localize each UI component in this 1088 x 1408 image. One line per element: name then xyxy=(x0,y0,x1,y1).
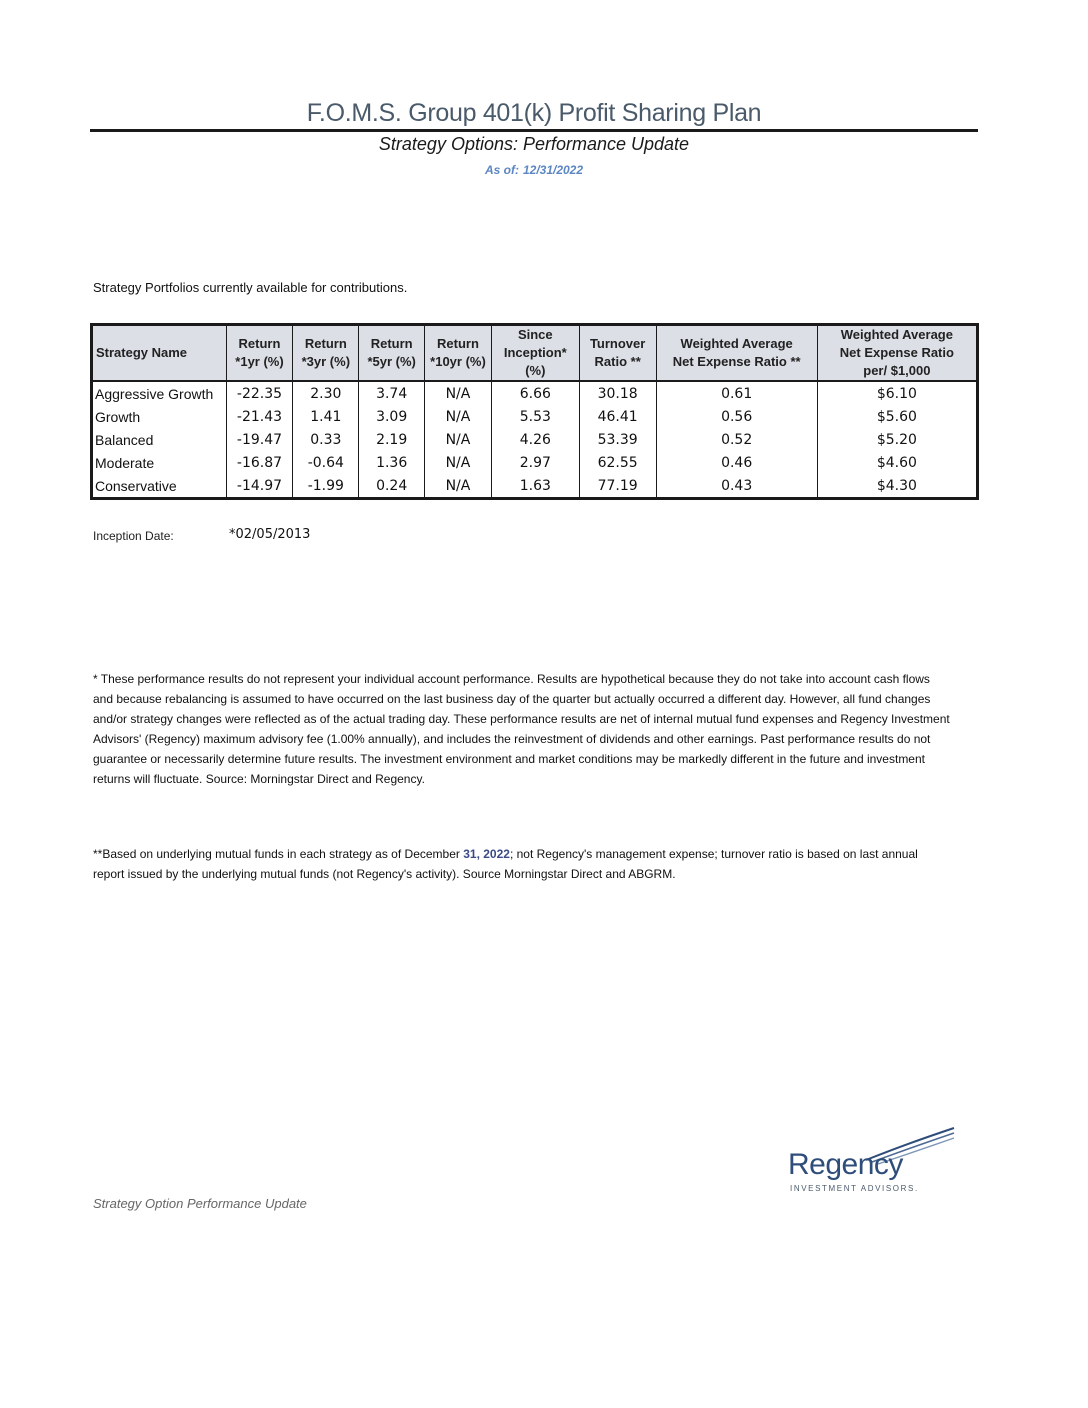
cell-return-10yr: N/A xyxy=(425,405,492,428)
performance-table xyxy=(90,323,979,500)
regency-logo xyxy=(786,1126,961,1196)
col-header-since-inception: Since Inception* (%) xyxy=(491,325,579,382)
cell-return-5yr: 1.36 xyxy=(359,451,425,474)
performance-disclaimer xyxy=(93,669,973,789)
cell-turnover: 46.41 xyxy=(579,405,656,428)
col-header-return-5yr: Return *5yr (%) xyxy=(359,325,425,382)
cell-return-3yr: -0.64 xyxy=(293,451,359,474)
cell-return-1yr: -21.43 xyxy=(226,405,293,428)
inception-date-label: Inception Date: xyxy=(93,529,174,543)
disclaimer-line: and/or strategy changes were reflected as of the actual trading day. These performance results are net of internal mutual fund expenses and Regency Investment xyxy=(93,712,950,726)
cell-turnover: 30.18 xyxy=(579,381,656,405)
disclaimer-line: returns will fluctuate. Source: Morningstar Direct and Regency. xyxy=(93,772,425,786)
col-header-return-10yr: Return *10yr (%) xyxy=(425,325,492,382)
cell-strategy-name: Moderate xyxy=(92,451,227,474)
cell-strategy-name: Balanced xyxy=(92,428,227,451)
page-title: F.O.M.S. Group 401(k) Profit Sharing Plan xyxy=(306,99,762,127)
table-header-row xyxy=(92,325,978,382)
title-divider xyxy=(90,129,978,132)
cell-turnover: 77.19 xyxy=(579,474,656,499)
cell-expense-per-1000: $6.10 xyxy=(817,381,977,405)
inception-date-value: *02/05/2013 xyxy=(229,527,311,542)
cell-since-inception: 1.63 xyxy=(491,474,579,499)
as-of-value: 12/31/2022 xyxy=(522,163,584,177)
table-row xyxy=(92,428,978,451)
cell-since-inception: 6.66 xyxy=(491,381,579,405)
page-subtitle: Strategy Options: Performance Update xyxy=(378,134,690,154)
cell-return-10yr: N/A xyxy=(425,451,492,474)
cell-return-1yr: -16.87 xyxy=(226,451,293,474)
cell-since-inception: 2.97 xyxy=(491,451,579,474)
table-row xyxy=(92,451,978,474)
col-header-turnover: Turnover Ratio ** xyxy=(579,325,656,382)
cell-return-3yr: 2.30 xyxy=(293,381,359,405)
cell-strategy-name: Conservative xyxy=(92,474,227,499)
cell-net-expense-ratio: 0.46 xyxy=(656,451,817,474)
expense-disclaimer-line: **Based on underlying mutual funds in each strategy as of December 31, 2022; not Regency's management expense; turnover ratio is based on last annual xyxy=(93,847,918,861)
as-of-date xyxy=(90,163,978,177)
cell-return-10yr: N/A xyxy=(425,474,492,499)
col-header-return-1yr: Return *1yr (%) xyxy=(226,325,293,382)
cell-turnover: 53.39 xyxy=(579,428,656,451)
disclaimer-line: and because rebalancing is assumed to have occurred on the last business day of the quarter but actually occurred a different day. However, all fund changes xyxy=(93,692,931,706)
page-footer: Strategy Option Performance Update xyxy=(93,1196,307,1211)
intro-text: Strategy Portfolios currently available for contributions. xyxy=(93,280,408,295)
expense-disclaimer-line: report issued by the underlying mutual funds (not Regency's activity). Source Morningstar Direct and ABGRM. xyxy=(93,867,676,881)
disclaimer-line: Advisors' (Regency) maximum advisory fee (1.00% annually), and includes the reinvestment of dividends and other earnings. Past performance results do not xyxy=(93,732,931,746)
cell-return-10yr: N/A xyxy=(425,381,492,405)
logo-name: Regency xyxy=(788,1148,903,1181)
cell-return-5yr: 3.74 xyxy=(359,381,425,405)
disclaimer-line: guarantee or necessarily determine future results. The investment environment and market conditions may be markedly different in the future and investment xyxy=(93,752,925,766)
cell-return-5yr: 2.19 xyxy=(359,428,425,451)
cell-net-expense-ratio: 0.56 xyxy=(656,405,817,428)
table-row xyxy=(92,381,978,405)
cell-since-inception: 4.26 xyxy=(491,428,579,451)
cell-net-expense-ratio: 0.52 xyxy=(656,428,817,451)
logo-tagline: INVESTMENT ADVISORS. xyxy=(790,1184,919,1193)
cell-turnover: 62.55 xyxy=(579,451,656,474)
disclaimer-line: * These performance results do not represent your individual account performance. Results are hypothetical because they do not take into account cash flows xyxy=(93,672,930,686)
cell-strategy-name: Growth xyxy=(92,405,227,428)
cell-return-1yr: -22.35 xyxy=(226,381,293,405)
cell-return-1yr: -14.97 xyxy=(226,474,293,499)
col-header-strategy-name: Strategy Name xyxy=(92,325,227,382)
cell-net-expense-ratio: 0.43 xyxy=(656,474,817,499)
cell-strategy-name: Aggressive Growth xyxy=(92,381,227,405)
cell-expense-per-1000: $4.30 xyxy=(817,474,977,499)
col-header-return-3yr: Return *3yr (%) xyxy=(293,325,359,382)
cell-expense-per-1000: $5.60 xyxy=(817,405,977,428)
col-header-net-expense-ratio: Weighted Average Net Expense Ratio ** xyxy=(656,325,817,382)
cell-return-5yr: 0.24 xyxy=(359,474,425,499)
cell-expense-per-1000: $4.60 xyxy=(817,451,977,474)
as-of-label: As of: xyxy=(484,163,519,177)
table-row xyxy=(92,405,978,428)
cell-return-3yr: 1.41 xyxy=(293,405,359,428)
cell-net-expense-ratio: 0.61 xyxy=(656,381,817,405)
cell-return-5yr: 3.09 xyxy=(359,405,425,428)
table-row xyxy=(92,474,978,499)
cell-expense-per-1000: $5.20 xyxy=(817,428,977,451)
expense-disclaimer xyxy=(93,844,973,884)
cell-since-inception: 5.53 xyxy=(491,405,579,428)
col-header-expense-per-1000: Weighted Average Net Expense Ratio per/ $1,000 xyxy=(817,325,977,382)
cell-return-10yr: N/A xyxy=(425,428,492,451)
cell-return-3yr: -1.99 xyxy=(293,474,359,499)
cell-return-3yr: 0.33 xyxy=(293,428,359,451)
cell-return-1yr: -19.47 xyxy=(226,428,293,451)
